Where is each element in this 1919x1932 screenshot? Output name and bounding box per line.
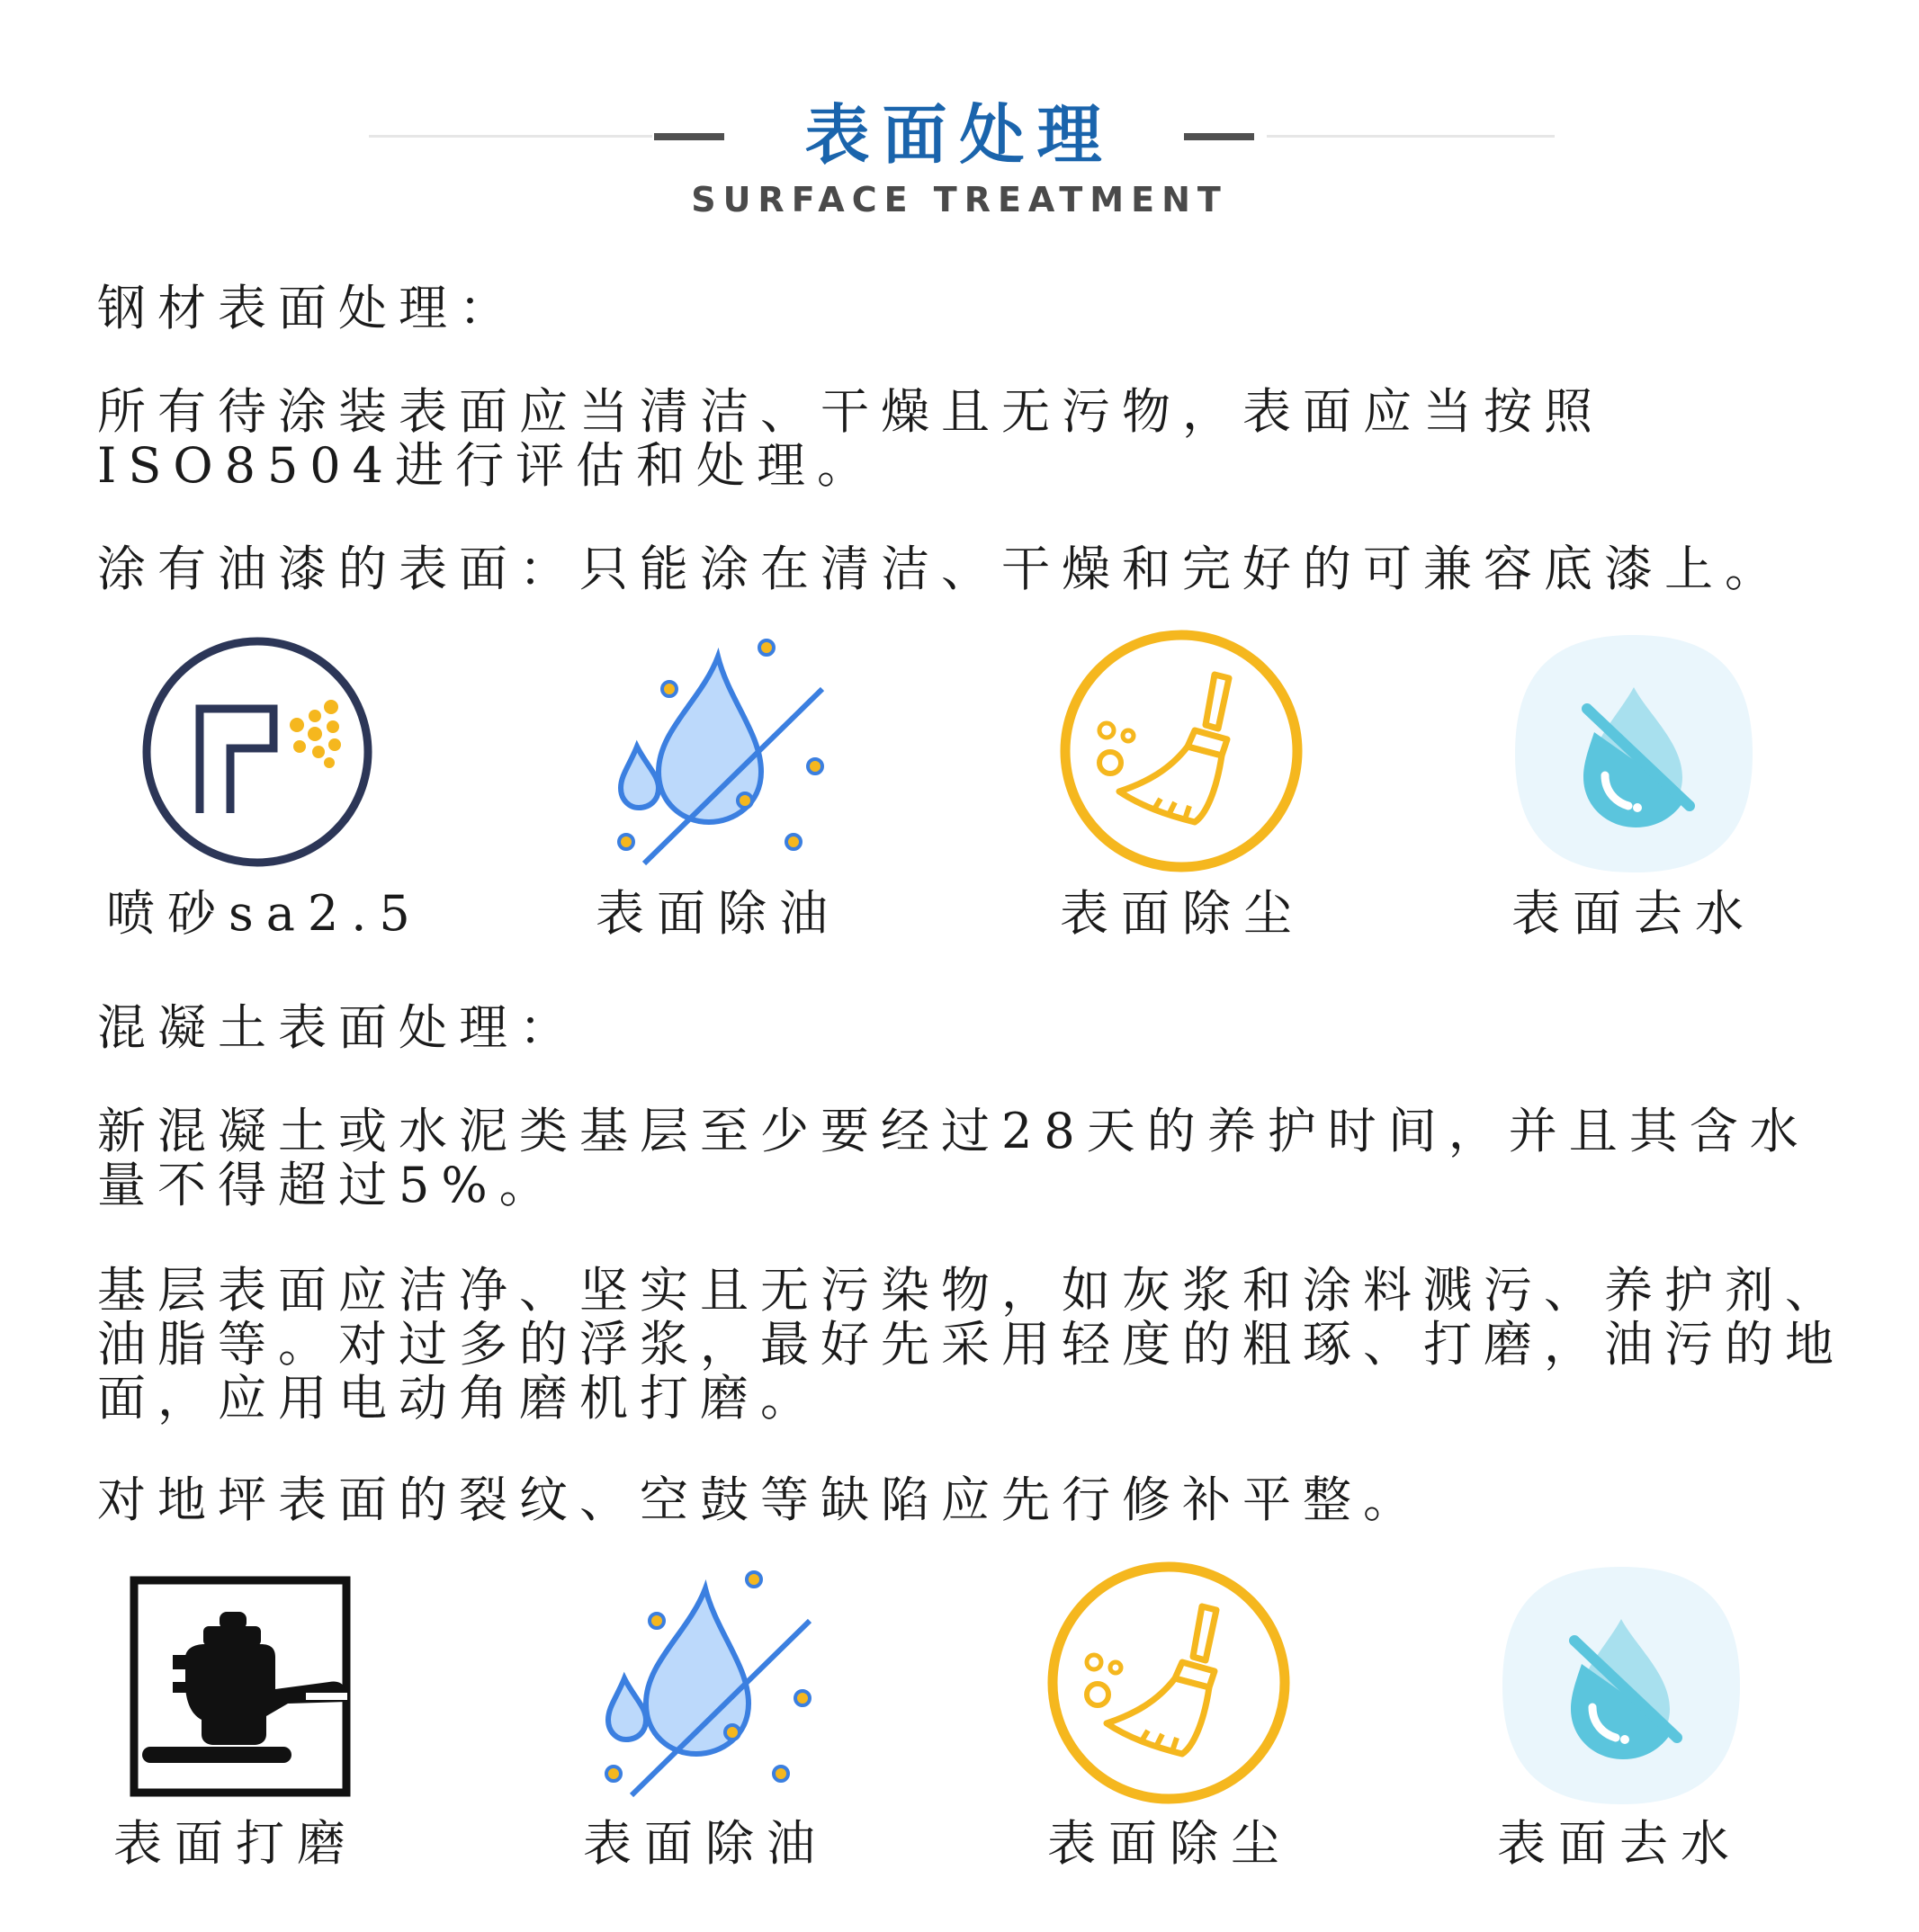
water-removal-icon xyxy=(1511,631,1756,876)
steel-icon-label-4: 表面去水 xyxy=(1511,885,1756,942)
concrete-icon-label-1: 表面打磨 xyxy=(113,1815,358,1872)
concrete-para-2: 基层表面应洁净、坚实且无污染物，如灰浆和涂料溅污、养护剂、油脂等。对过多的浮浆，最好先采用轻度的粗琢、打磨，油污的地面，应用电动角磨机打磨。 xyxy=(97,1262,1845,1427)
steel-icon-label-2: 表面除油 xyxy=(596,885,840,942)
degrease-icon xyxy=(603,637,837,871)
steel-icon-label-3: 表面除尘 xyxy=(1060,885,1305,942)
steel-icon-label-1: 喷砂sa2.5 xyxy=(106,885,423,942)
sandblast-icon xyxy=(142,637,372,867)
dust-removal-icon xyxy=(1060,630,1303,872)
degrease-icon xyxy=(590,1569,824,1802)
water-removal-icon xyxy=(1499,1563,1744,1808)
dust-removal-icon xyxy=(1047,1561,1290,1804)
concrete-icon-label-4: 表面去水 xyxy=(1497,1815,1742,1872)
concrete-heading: 混凝土表面处理： xyxy=(97,999,579,1056)
grinding-icon xyxy=(130,1576,351,1797)
steel-para-2: 涂有油漆的表面：只能涂在清洁、干燥和完好的可兼容底漆上。 xyxy=(97,541,1785,597)
concrete-para-3: 对地坪表面的裂纹、空鼓等缺陷应先行修补平整。 xyxy=(97,1471,1423,1528)
concrete-icon-label-2: 表面除油 xyxy=(583,1815,828,1872)
concrete-para-1: 新混凝土或水泥类基层至少要经过28天的养护时间，并且其含水量不得超过5%。 xyxy=(97,1103,1810,1213)
page-title: 表面处理 xyxy=(804,97,1115,173)
steel-para-1: 所有待涂装表面应当清洁、干燥且无污物，表面应当按照ISO8504进行评估和处理。 xyxy=(97,383,1604,494)
concrete-icon-label-3: 表面除尘 xyxy=(1047,1815,1292,1872)
page-subtitle: SURFACE TREATMENT xyxy=(691,180,1228,219)
steel-heading: 钢材表面处理： xyxy=(97,280,519,336)
